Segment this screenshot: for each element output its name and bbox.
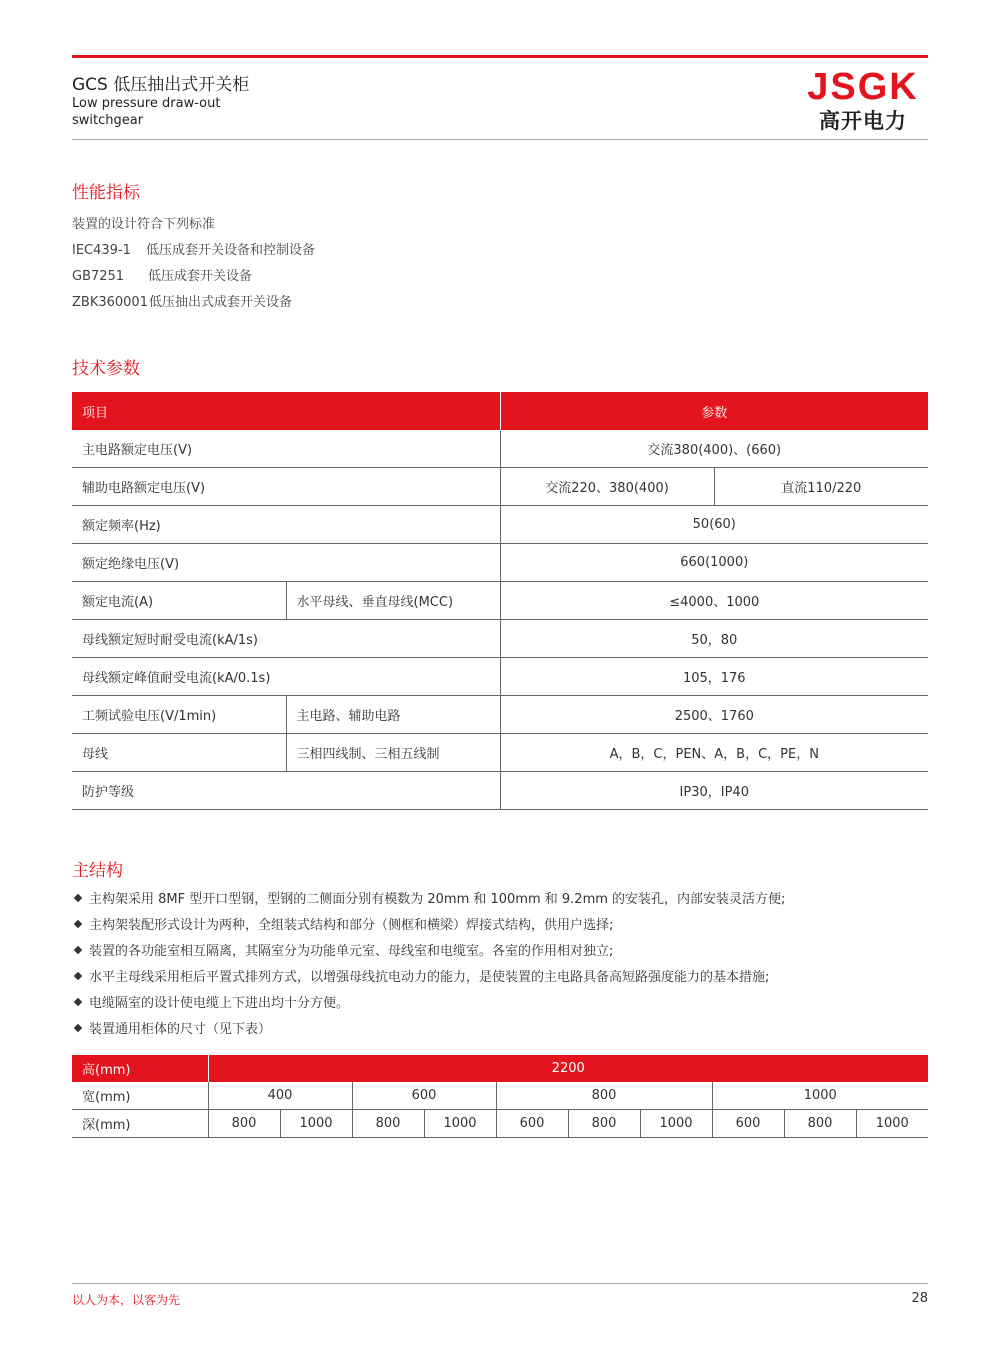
table-header-row (72, 392, 928, 430)
dimension-table (72, 1055, 928, 1138)
row-item: 辅助电路额定电压(V) (72, 468, 500, 506)
width-cell: 600 (352, 1082, 496, 1110)
row-value-ac: 交流220、380(400) (500, 468, 714, 506)
table-row (72, 696, 928, 734)
section-title-performance: 性能指标 (72, 183, 140, 203)
row-value: IP30，IP40 (500, 772, 928, 810)
list-item (72, 968, 785, 994)
row-value: ≤4000、1000 (500, 582, 928, 620)
width-row (72, 1082, 928, 1110)
row-item: 母线额定短时耐受电流(kA/1s) (72, 620, 500, 658)
diamond-bullet-icon (74, 920, 82, 928)
brand-logo (798, 66, 928, 134)
row-item: 母线额定峰值耐受电流(kA/0.1s) (72, 658, 500, 696)
table-row (72, 468, 928, 506)
table-row (72, 658, 928, 696)
depth-cell: 800 (568, 1110, 640, 1138)
row-value-dc: 直流110/220 (714, 468, 928, 506)
list-item-text: 主构架装配形式设计为两种，全组装式结构和部分（侧框和横梁）焊接式结构，供用户选择; (89, 918, 614, 933)
top-accent-line (72, 55, 928, 58)
row-sub-item: 主电路、辅助电路 (286, 696, 500, 734)
standard-code: ZBK360001 (72, 295, 148, 310)
depth-row (72, 1110, 928, 1138)
list-item-text: 电缆隔室的设计使电缆上下进出均十分方便。 (89, 996, 350, 1011)
depth-cell: 800 (352, 1110, 424, 1138)
row-value: 50，80 (500, 620, 928, 658)
depth-cell: 1000 (856, 1110, 928, 1138)
height-row (72, 1055, 928, 1082)
depth-label: 深(mm) (72, 1110, 208, 1138)
list-item-text: 装置的各功能室相互隔离，其隔室分为功能单元室、母线室和电缆室。各室的作用相对独立; (89, 944, 614, 959)
table-row (72, 544, 928, 582)
table-row (72, 772, 928, 810)
depth-cell: 800 (784, 1110, 856, 1138)
table-row (72, 620, 928, 658)
diamond-bullet-icon (74, 894, 82, 902)
header-title-cn: GCS 低压抽出式开关柜 (72, 75, 250, 95)
header-title-en: Low pressure draw-out switchgear (72, 96, 221, 128)
row-value: 交流380(400)、(660) (500, 430, 928, 468)
header-divider (72, 139, 928, 140)
row-item: 工频试验电压(V/1min) (72, 696, 286, 734)
list-item (72, 890, 785, 916)
row-value: 50(60) (500, 506, 928, 544)
standard-row (72, 291, 292, 310)
list-item-text: 主构架采用 8MF 型开口型钢，型钢的二侧面分别有模数为 20mm 和 100mm 和 9.2mm 的安装孔，内部安装灵活方便; (89, 892, 786, 907)
diamond-bullet-icon (74, 998, 82, 1006)
list-item (72, 994, 785, 1020)
table-row (72, 582, 928, 620)
row-value: 105，176 (500, 658, 928, 696)
page-number: 28 (911, 1291, 928, 1306)
standards-intro: 装置的设计符合下列标准 (72, 217, 216, 232)
height-value: 2200 (208, 1055, 928, 1082)
diamond-bullet-icon (74, 972, 82, 980)
depth-cell: 1000 (640, 1110, 712, 1138)
row-sub-item: 三相四线制、三相五线制 (286, 734, 500, 772)
table-row (72, 430, 928, 468)
diamond-bullet-icon (74, 946, 82, 954)
row-value: 2500、1760 (500, 696, 928, 734)
table-row (72, 734, 928, 772)
row-item: 额定频率(Hz) (72, 506, 500, 544)
row-sub-item: 水平母线、垂直母线(MCC) (286, 582, 500, 620)
list-item (72, 916, 785, 942)
section-title-structure: 主结构 (72, 861, 123, 881)
structure-bullet-list (72, 890, 785, 1046)
standard-desc: 低压成套开关设备和控制设备 (146, 243, 316, 258)
standard-code: IEC439-1 (72, 243, 131, 258)
diamond-bullet-icon (74, 1024, 82, 1032)
standard-desc: 低压成套开关设备 (148, 269, 253, 284)
width-cell: 1000 (712, 1082, 928, 1110)
page (72, 0, 928, 1356)
standard-desc: 低压抽出式成套开关设备 (149, 295, 293, 310)
width-cell: 400 (208, 1082, 352, 1110)
row-item: 防护等级 (72, 772, 500, 810)
section-title-tech: 技术参数 (72, 359, 140, 379)
width-label: 宽(mm) (72, 1082, 208, 1110)
list-item-text: 装置通用柜体的尺寸（见下表） (89, 1022, 272, 1037)
list-item (72, 1020, 785, 1046)
depth-cell: 600 (712, 1110, 784, 1138)
standard-row (72, 239, 315, 258)
tech-spec-table (72, 392, 928, 810)
row-item: 额定绝缘电压(V) (72, 544, 500, 582)
depth-cell: 1000 (424, 1110, 496, 1138)
row-item: 母线 (72, 734, 286, 772)
depth-cell: 600 (496, 1110, 568, 1138)
depth-cell: 800 (208, 1110, 280, 1138)
footer-divider (72, 1283, 928, 1284)
height-label: 高(mm) (72, 1055, 208, 1082)
list-item (72, 942, 785, 968)
standard-code: GB7251 (72, 269, 125, 284)
logo-text-cn: 高开电力 (819, 109, 907, 133)
logo-text-en: JSGK (807, 66, 919, 108)
header-param: 参数 (500, 392, 928, 430)
width-cell: 800 (496, 1082, 712, 1110)
row-item: 额定电流(A) (72, 582, 286, 620)
depth-cell: 1000 (280, 1110, 352, 1138)
row-item: 主电路额定电压(V) (72, 430, 500, 468)
table-row (72, 506, 928, 544)
standard-row (72, 265, 252, 284)
footer-slogan: 以人为本，以客为先 (72, 1293, 181, 1307)
row-value: A，B，C，PEN、A，B，C，PE，N (500, 734, 928, 772)
row-value: 660(1000) (500, 544, 928, 582)
header-item: 项目 (72, 392, 500, 430)
list-item-text: 水平主母线采用柜后平置式排列方式，以增强母线抗电动力的能力，是使装置的主电路具备高短路强度能力的基本措施; (89, 970, 770, 985)
